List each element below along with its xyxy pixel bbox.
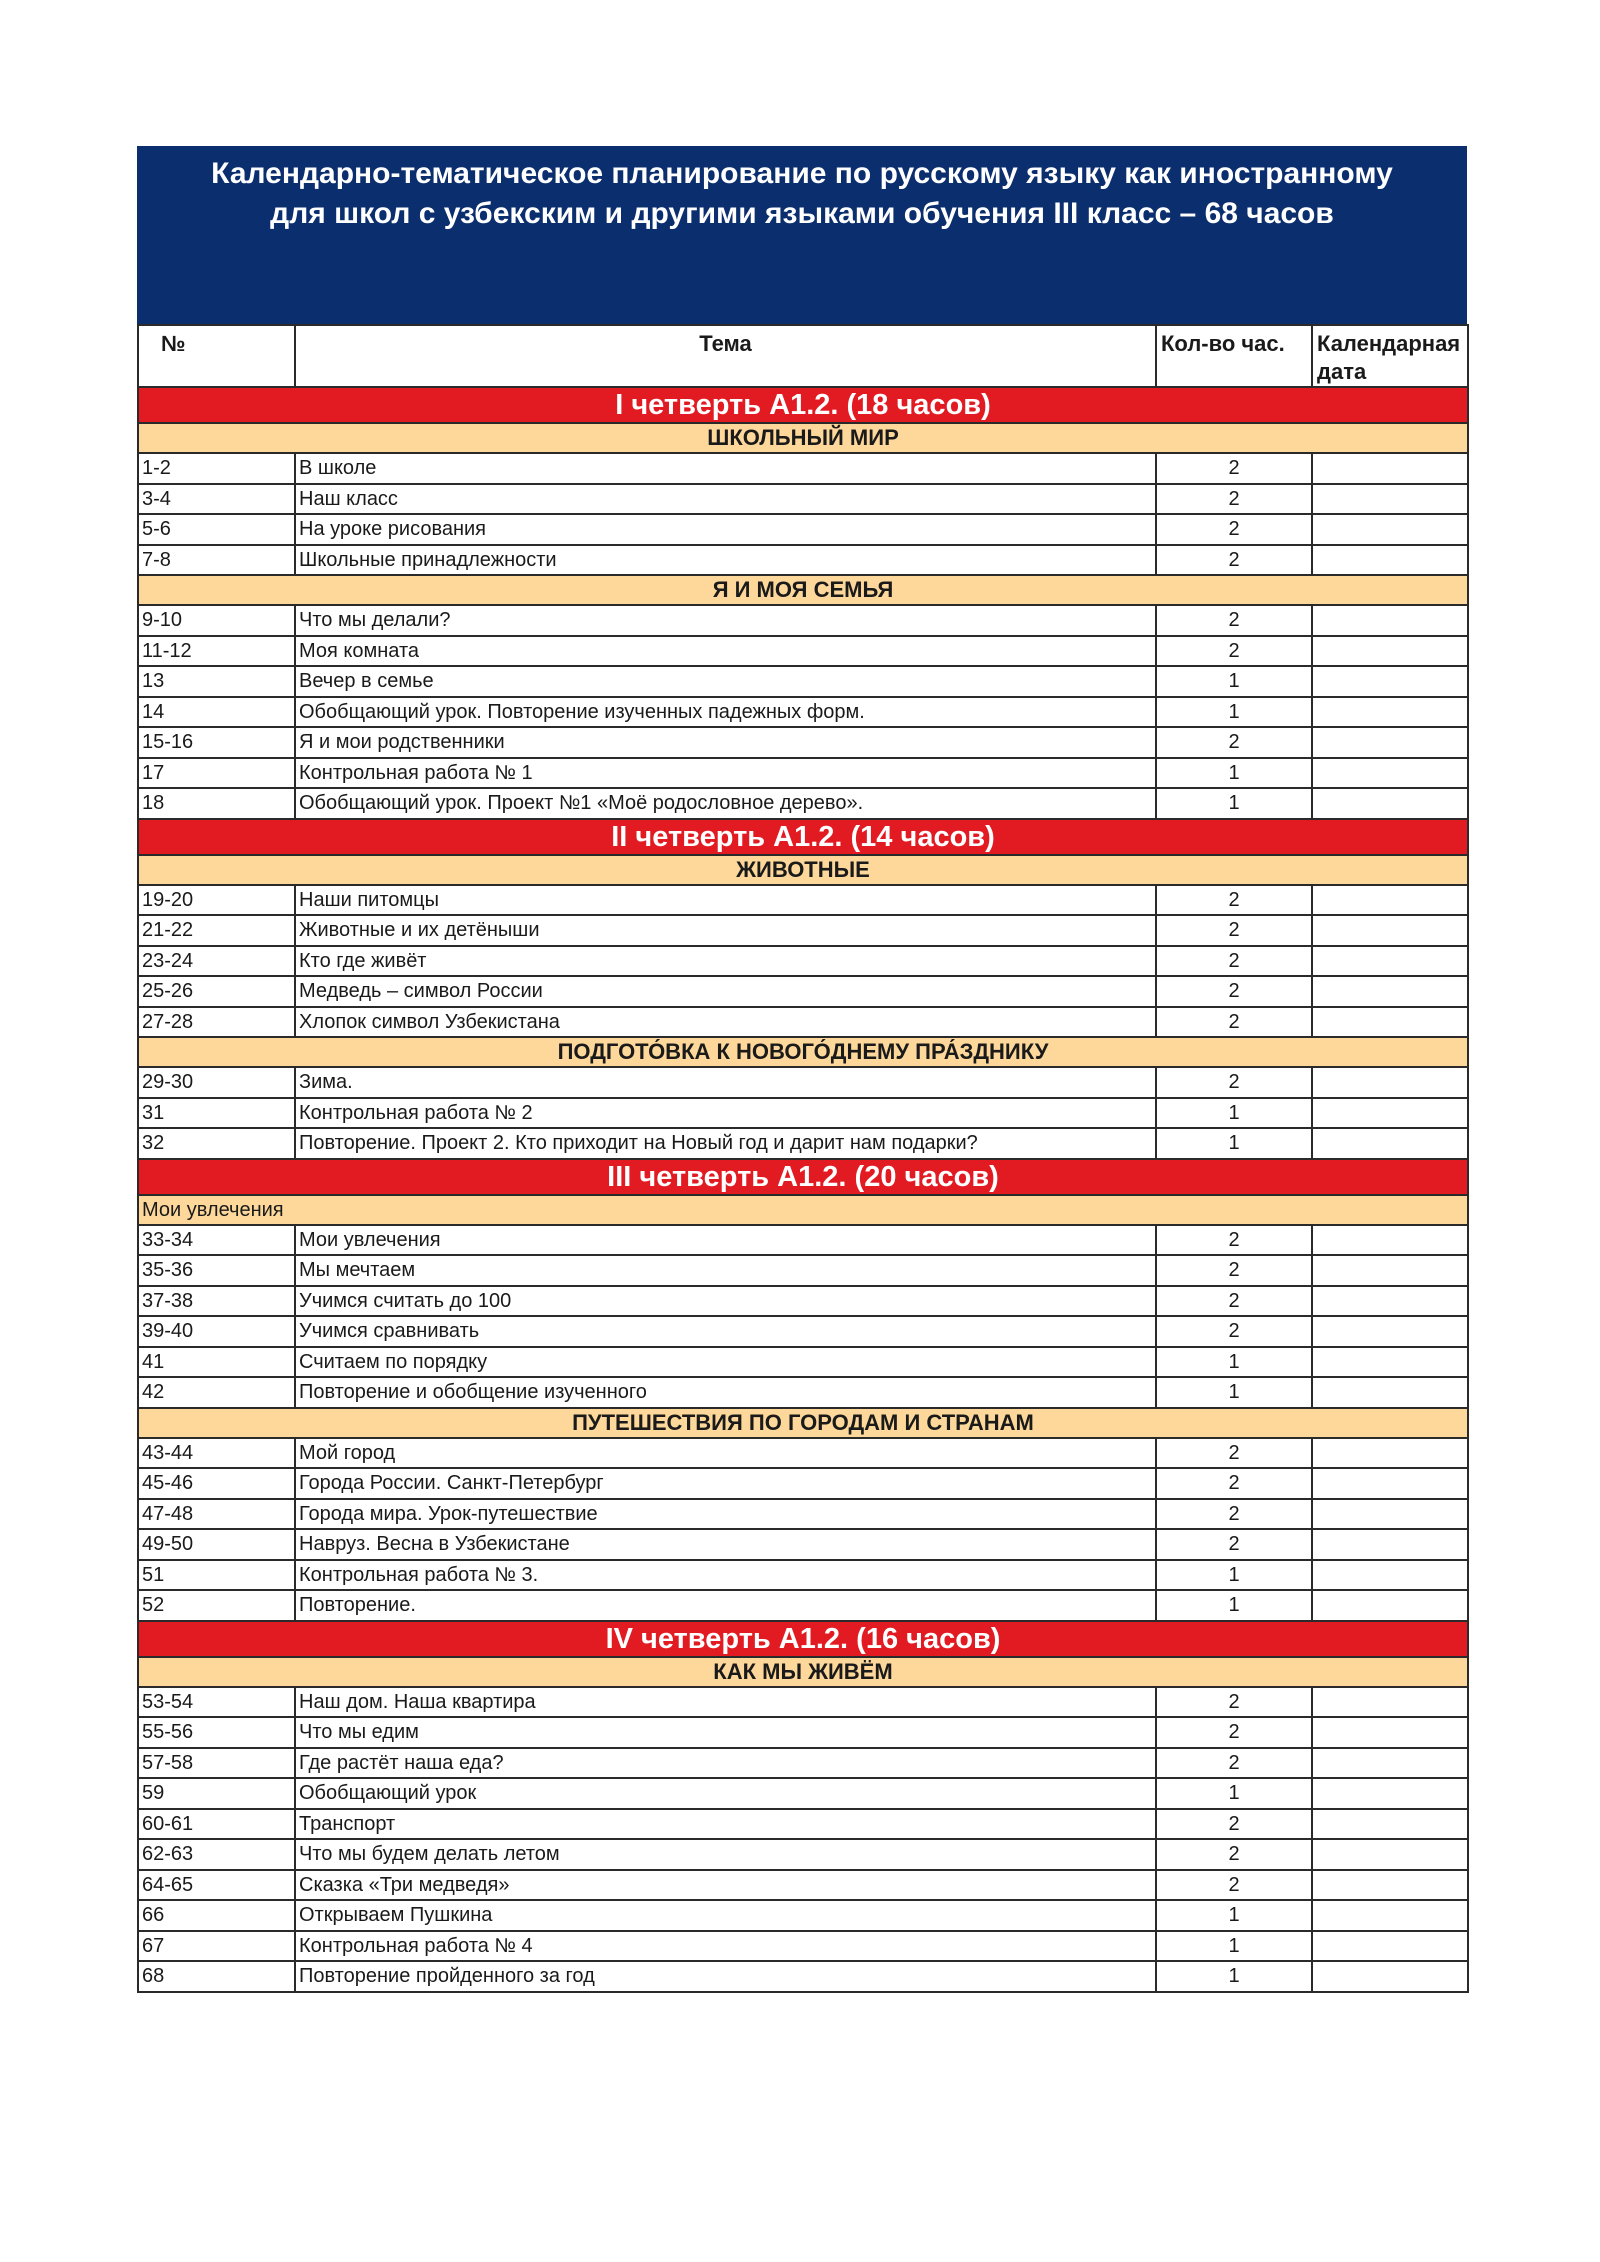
- lesson-row: [138, 1961, 1468, 1992]
- lesson-hours: 2: [1156, 453, 1312, 484]
- lesson-number: 51: [138, 1560, 295, 1591]
- lesson-date-cell: [1312, 1839, 1468, 1870]
- lesson-number: 15-16: [138, 727, 295, 758]
- lesson-date-cell: [1312, 1128, 1468, 1159]
- lesson-row: [138, 1468, 1468, 1499]
- lesson-topic: Обобщающий урок: [295, 1778, 1156, 1809]
- lesson-topic: Мои увлечения: [295, 1225, 1156, 1256]
- lesson-date-cell: [1312, 1560, 1468, 1591]
- lesson-hours: 2: [1156, 976, 1312, 1007]
- lesson-number: 19-20: [138, 885, 295, 916]
- lesson-topic: В школе: [295, 453, 1156, 484]
- lesson-topic: Контрольная работа № 3.: [295, 1560, 1156, 1591]
- section-header-row: [138, 1195, 1468, 1225]
- lesson-date-cell: [1312, 1499, 1468, 1530]
- lesson-hours: 1: [1156, 1961, 1312, 1992]
- lesson-hours: 1: [1156, 788, 1312, 819]
- lesson-topic: Животные и их детёныши: [295, 915, 1156, 946]
- lesson-hours: 1: [1156, 697, 1312, 728]
- lesson-row: [138, 1839, 1468, 1870]
- lesson-number: 47-48: [138, 1499, 295, 1530]
- lesson-date-cell: [1312, 605, 1468, 636]
- lesson-topic: Кто где живёт: [295, 946, 1156, 977]
- lesson-topic: Наш класс: [295, 484, 1156, 515]
- quarter-title: II четверть А1.2. (14 часов): [138, 819, 1468, 855]
- quarter-title: IV четверть А1.2. (16 часов): [138, 1621, 1468, 1657]
- section-header-row: [138, 575, 1468, 605]
- lesson-number: 31: [138, 1098, 295, 1129]
- lesson-hours: 2: [1156, 946, 1312, 977]
- quarter-header-row: [138, 1159, 1468, 1195]
- lesson-row: [138, 1931, 1468, 1962]
- document-title: [137, 146, 1467, 324]
- quarter-header-row: [138, 387, 1468, 423]
- lesson-topic: Учимся сравнивать: [295, 1316, 1156, 1347]
- lesson-row: [138, 1870, 1468, 1901]
- lesson-row: [138, 1717, 1468, 1748]
- lesson-topic: Что мы делали?: [295, 605, 1156, 636]
- lesson-topic: Медведь – символ России: [295, 976, 1156, 1007]
- lesson-row: [138, 1316, 1468, 1347]
- section-title: Мои увлечения: [138, 1195, 1468, 1225]
- lesson-date-cell: [1312, 697, 1468, 728]
- lesson-topic: Мой город: [295, 1438, 1156, 1469]
- lesson-number: 11-12: [138, 636, 295, 667]
- lesson-hours: 1: [1156, 758, 1312, 789]
- lesson-number: 17: [138, 758, 295, 789]
- lesson-row: [138, 545, 1468, 576]
- lesson-date-cell: [1312, 1098, 1468, 1129]
- lesson-number: 64-65: [138, 1870, 295, 1901]
- lesson-topic: Обобщающий урок. Проект №1 «Моё родословное дерево».: [295, 788, 1156, 819]
- lesson-topic: Я и мои родственники: [295, 727, 1156, 758]
- lesson-hours: 2: [1156, 1748, 1312, 1779]
- lesson-row: [138, 1067, 1468, 1098]
- lesson-topic: Считаем по порядку: [295, 1347, 1156, 1378]
- title-line-1: Календарно-тематическое планирование по русскому языку как иностранному: [211, 157, 1393, 190]
- lesson-row: [138, 1286, 1468, 1317]
- column-header-hours: Кол-во час.: [1156, 325, 1312, 387]
- lesson-row: [138, 666, 1468, 697]
- quarter-header-row: [138, 819, 1468, 855]
- lesson-number: 14: [138, 697, 295, 728]
- lesson-date-cell: [1312, 1007, 1468, 1038]
- lesson-number: 23-24: [138, 946, 295, 977]
- quarter-title: III четверть А1.2. (20 часов): [138, 1159, 1468, 1195]
- lesson-hours: 2: [1156, 1316, 1312, 1347]
- lesson-number: 60-61: [138, 1809, 295, 1840]
- lesson-topic: Повторение.: [295, 1590, 1156, 1621]
- lesson-row: [138, 453, 1468, 484]
- lesson-hours: 2: [1156, 514, 1312, 545]
- lesson-date-cell: [1312, 1778, 1468, 1809]
- lesson-number: 1-2: [138, 453, 295, 484]
- lesson-row: [138, 514, 1468, 545]
- lesson-hours: 2: [1156, 1007, 1312, 1038]
- lesson-topic: Транспорт: [295, 1809, 1156, 1840]
- lesson-topic: Что мы будем делать летом: [295, 1839, 1156, 1870]
- lesson-topic: Контрольная работа № 1: [295, 758, 1156, 789]
- lesson-topic: Где растёт наша еда?: [295, 1748, 1156, 1779]
- lesson-topic: Контрольная работа № 4: [295, 1931, 1156, 1962]
- lesson-hours: 2: [1156, 1499, 1312, 1530]
- lesson-hours: 2: [1156, 1529, 1312, 1560]
- lesson-topic: Города России. Санкт-Петербург: [295, 1468, 1156, 1499]
- lesson-date-cell: [1312, 1286, 1468, 1317]
- section-title: КАК МЫ ЖИВЁМ: [138, 1657, 1468, 1687]
- lesson-date-cell: [1312, 1255, 1468, 1286]
- lesson-hours: 1: [1156, 1377, 1312, 1408]
- lesson-row: [138, 1529, 1468, 1560]
- planning-document: [137, 146, 1467, 1993]
- lesson-row: [138, 484, 1468, 515]
- lesson-date-cell: [1312, 636, 1468, 667]
- lesson-hours: 2: [1156, 1870, 1312, 1901]
- section-header-row: [138, 423, 1468, 453]
- lesson-topic: Мы мечтаем: [295, 1255, 1156, 1286]
- lesson-date-cell: [1312, 1067, 1468, 1098]
- lesson-date-cell: [1312, 1316, 1468, 1347]
- lesson-number: 18: [138, 788, 295, 819]
- lesson-hours: 2: [1156, 1809, 1312, 1840]
- lesson-number: 32: [138, 1128, 295, 1159]
- lesson-date-cell: [1312, 1377, 1468, 1408]
- lesson-hours: 2: [1156, 727, 1312, 758]
- lesson-date-cell: [1312, 1748, 1468, 1779]
- lesson-hours: 2: [1156, 1225, 1312, 1256]
- lesson-row: [138, 1255, 1468, 1286]
- column-header-date: Календарная дата: [1312, 325, 1468, 387]
- lesson-date-cell: [1312, 758, 1468, 789]
- lesson-row: [138, 1225, 1468, 1256]
- lesson-date-cell: [1312, 1590, 1468, 1621]
- lesson-hours: 2: [1156, 885, 1312, 916]
- lesson-hours: 2: [1156, 1438, 1312, 1469]
- lesson-number: 25-26: [138, 976, 295, 1007]
- lesson-number: 45-46: [138, 1468, 295, 1499]
- column-header-number: №: [138, 325, 295, 387]
- lesson-row: [138, 915, 1468, 946]
- lesson-date-cell: [1312, 788, 1468, 819]
- lesson-date-cell: [1312, 1529, 1468, 1560]
- lesson-topic: Моя комната: [295, 636, 1156, 667]
- lesson-hours: 2: [1156, 636, 1312, 667]
- section-title: ПУТЕШЕСТВИЯ ПО ГОРОДАМ И СТРАНАМ: [138, 1408, 1468, 1438]
- lesson-topic: Открываем Пушкина: [295, 1900, 1156, 1931]
- lesson-date-cell: [1312, 976, 1468, 1007]
- lesson-topic: Обобщающий урок. Повторение изученных падежных форм.: [295, 697, 1156, 728]
- lesson-number: 62-63: [138, 1839, 295, 1870]
- lesson-row: [138, 1778, 1468, 1809]
- lesson-topic: Повторение пройденного за год: [295, 1961, 1156, 1992]
- lesson-row: [138, 758, 1468, 789]
- lesson-row: [138, 1560, 1468, 1591]
- section-header-row: [138, 1657, 1468, 1687]
- lesson-number: 49-50: [138, 1529, 295, 1560]
- lesson-number: 43-44: [138, 1438, 295, 1469]
- lesson-row: [138, 1590, 1468, 1621]
- lesson-date-cell: [1312, 1225, 1468, 1256]
- lesson-number: 7-8: [138, 545, 295, 576]
- lesson-number: 42: [138, 1377, 295, 1408]
- lesson-number: 33-34: [138, 1225, 295, 1256]
- lesson-row: [138, 1007, 1468, 1038]
- section-title: ПОДГОТО́ВКА К НОВОГО́ДНЕМУ ПРА́ЗДНИКУ: [138, 1037, 1468, 1067]
- lesson-number: 55-56: [138, 1717, 295, 1748]
- lesson-topic: На уроке рисования: [295, 514, 1156, 545]
- lesson-date-cell: [1312, 1900, 1468, 1931]
- section-header-row: [138, 1037, 1468, 1067]
- lesson-row: [138, 605, 1468, 636]
- lesson-row: [138, 1347, 1468, 1378]
- lesson-hours: 2: [1156, 484, 1312, 515]
- lesson-number: 68: [138, 1961, 295, 1992]
- lesson-topic: Зима.: [295, 1067, 1156, 1098]
- lesson-date-cell: [1312, 1347, 1468, 1378]
- lesson-number: 57-58: [138, 1748, 295, 1779]
- lesson-hours: 2: [1156, 1255, 1312, 1286]
- lesson-number: 5-6: [138, 514, 295, 545]
- quarter-title: I четверть А1.2. (18 часов): [138, 387, 1468, 423]
- lesson-date-cell: [1312, 1961, 1468, 1992]
- lesson-row: [138, 697, 1468, 728]
- lesson-hours: 1: [1156, 1098, 1312, 1129]
- section-header-row: [138, 855, 1468, 885]
- section-header-row: [138, 1408, 1468, 1438]
- lesson-hours: 1: [1156, 1560, 1312, 1591]
- lesson-row: [138, 1748, 1468, 1779]
- lesson-hours: 1: [1156, 1931, 1312, 1962]
- lesson-row: [138, 727, 1468, 758]
- lesson-date-cell: [1312, 946, 1468, 977]
- lesson-row: [138, 1438, 1468, 1469]
- lesson-number: 39-40: [138, 1316, 295, 1347]
- lesson-number: 37-38: [138, 1286, 295, 1317]
- lesson-hours: 2: [1156, 915, 1312, 946]
- lesson-row: [138, 976, 1468, 1007]
- lesson-topic: Города мира. Урок-путешествие: [295, 1499, 1156, 1530]
- lesson-hours: 1: [1156, 1128, 1312, 1159]
- lesson-hours: 1: [1156, 1347, 1312, 1378]
- lesson-date-cell: [1312, 1687, 1468, 1718]
- lesson-number: 27-28: [138, 1007, 295, 1038]
- lesson-date-cell: [1312, 1870, 1468, 1901]
- section-title: ШКОЛЬНЫЙ МИР: [138, 423, 1468, 453]
- lesson-hours: 1: [1156, 1590, 1312, 1621]
- lesson-plan-table: [137, 324, 1469, 1993]
- lesson-topic: Учимся считать до 100: [295, 1286, 1156, 1317]
- table-body: [138, 387, 1468, 1992]
- lesson-hours: 2: [1156, 545, 1312, 576]
- lesson-date-cell: [1312, 1438, 1468, 1469]
- lesson-row: [138, 1687, 1468, 1718]
- lesson-topic: Что мы едим: [295, 1717, 1156, 1748]
- lesson-number: 66: [138, 1900, 295, 1931]
- lesson-number: 13: [138, 666, 295, 697]
- lesson-topic: Наши питомцы: [295, 885, 1156, 916]
- lesson-hours: 2: [1156, 1839, 1312, 1870]
- column-header-topic: Тема: [295, 325, 1156, 387]
- lesson-topic: Наш дом. Наша квартира: [295, 1687, 1156, 1718]
- lesson-date-cell: [1312, 453, 1468, 484]
- lesson-row: [138, 1809, 1468, 1840]
- lesson-number: 59: [138, 1778, 295, 1809]
- title-line-2: для школ с узбекским и другими языками обучения III класс – 68 часов: [270, 197, 1334, 230]
- lesson-number: 52: [138, 1590, 295, 1621]
- lesson-row: [138, 946, 1468, 977]
- lesson-date-cell: [1312, 545, 1468, 576]
- lesson-number: 53-54: [138, 1687, 295, 1718]
- lesson-number: 29-30: [138, 1067, 295, 1098]
- lesson-date-cell: [1312, 1931, 1468, 1962]
- lesson-topic: Навруз. Весна в Узбекистане: [295, 1529, 1156, 1560]
- lesson-row: [138, 636, 1468, 667]
- lesson-hours: 2: [1156, 1687, 1312, 1718]
- lesson-number: 3-4: [138, 484, 295, 515]
- lesson-topic: Хлопок символ Узбекистана: [295, 1007, 1156, 1038]
- lesson-date-cell: [1312, 915, 1468, 946]
- lesson-date-cell: [1312, 666, 1468, 697]
- lesson-hours: 2: [1156, 1286, 1312, 1317]
- lesson-hours: 1: [1156, 1900, 1312, 1931]
- lesson-date-cell: [1312, 484, 1468, 515]
- lesson-hours: 1: [1156, 1778, 1312, 1809]
- quarter-header-row: [138, 1621, 1468, 1657]
- lesson-date-cell: [1312, 514, 1468, 545]
- lesson-number: 67: [138, 1931, 295, 1962]
- lesson-number: 9-10: [138, 605, 295, 636]
- lesson-number: 35-36: [138, 1255, 295, 1286]
- lesson-topic: Повторение и обобщение изученного: [295, 1377, 1156, 1408]
- lesson-row: [138, 788, 1468, 819]
- lesson-hours: 2: [1156, 1468, 1312, 1499]
- lesson-topic: Контрольная работа № 2: [295, 1098, 1156, 1129]
- lesson-hours: 2: [1156, 605, 1312, 636]
- lesson-date-cell: [1312, 727, 1468, 758]
- lesson-row: [138, 1900, 1468, 1931]
- lesson-hours: 2: [1156, 1067, 1312, 1098]
- lesson-number: 41: [138, 1347, 295, 1378]
- lesson-date-cell: [1312, 1717, 1468, 1748]
- lesson-row: [138, 1499, 1468, 1530]
- lesson-row: [138, 1098, 1468, 1129]
- lesson-date-cell: [1312, 885, 1468, 916]
- section-title: ЖИВОТНЫЕ: [138, 855, 1468, 885]
- lesson-row: [138, 1377, 1468, 1408]
- table-header-row: [138, 325, 1468, 387]
- lesson-date-cell: [1312, 1468, 1468, 1499]
- lesson-topic: Сказка «Три медведя»: [295, 1870, 1156, 1901]
- lesson-row: [138, 1128, 1468, 1159]
- lesson-topic: Школьные принадлежности: [295, 545, 1156, 576]
- lesson-hours: 2: [1156, 1717, 1312, 1748]
- lesson-topic: Повторение. Проект 2. Кто приходит на Новый год и дарит нам подарки?: [295, 1128, 1156, 1159]
- lesson-number: 21-22: [138, 915, 295, 946]
- section-title: Я И МОЯ СЕМЬЯ: [138, 575, 1468, 605]
- lesson-row: [138, 885, 1468, 916]
- lesson-hours: 1: [1156, 666, 1312, 697]
- lesson-topic: Вечер в семье: [295, 666, 1156, 697]
- lesson-date-cell: [1312, 1809, 1468, 1840]
